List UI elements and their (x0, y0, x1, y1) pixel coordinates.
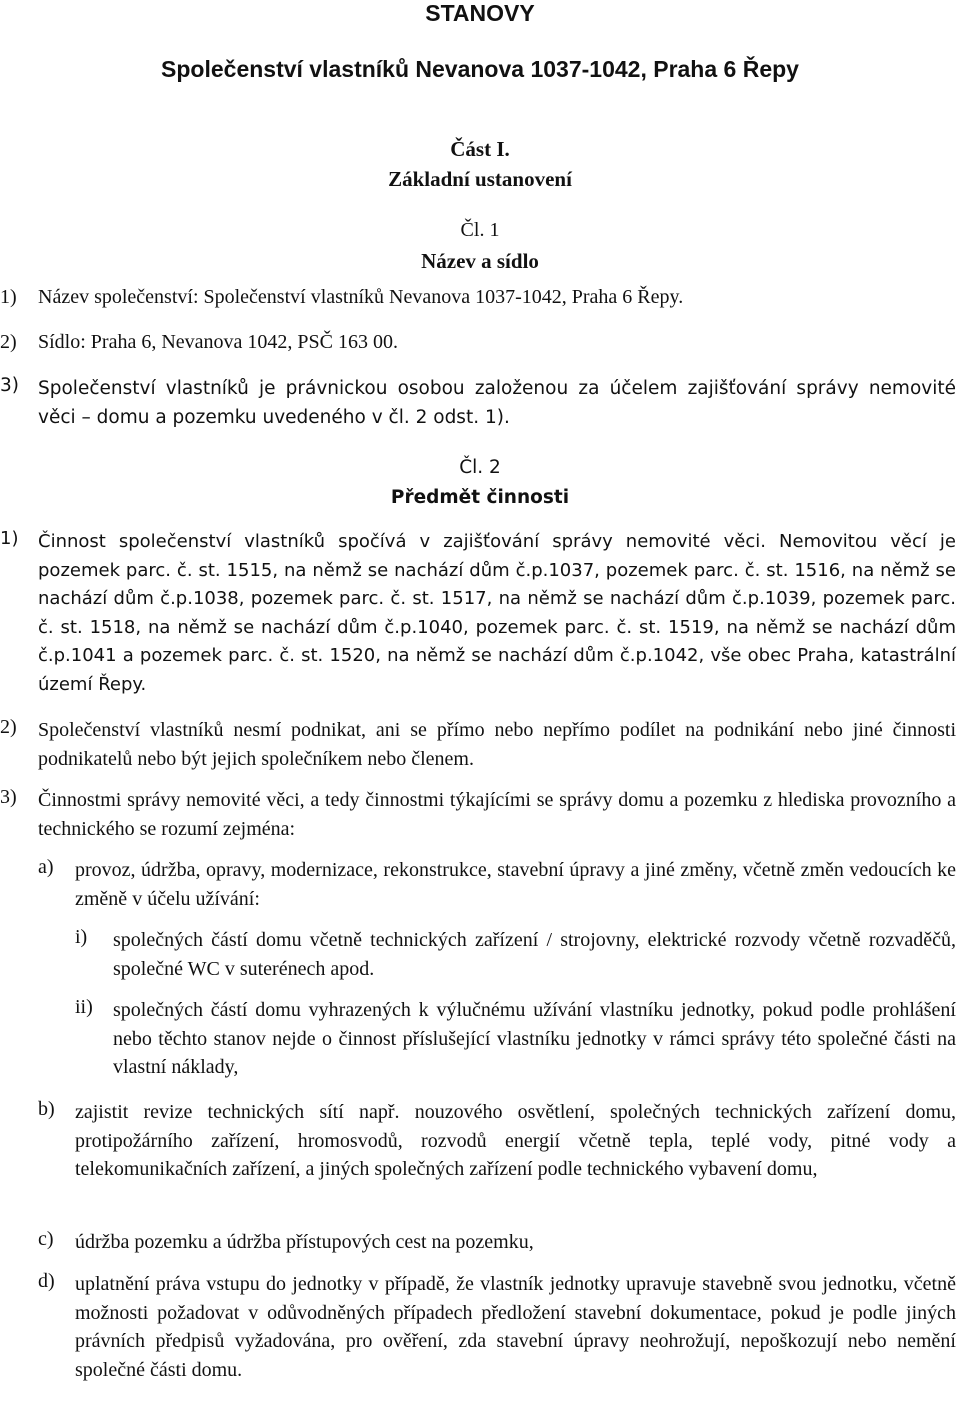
sub-i-text: společných částí domu včetně technických zařízení / strojovny, elektrické rozvody včetně rozvaděčů, společné WC v suterénech apod. (113, 929, 956, 980)
art1-number: Čl. 1 (460, 219, 500, 241)
sub-i-number: i) (75, 926, 88, 948)
sub-b-text: zajistit revize technických sítí např. nouzového osvětlení, společných technických zařízení domu, protipožárního zařízení, hromosvodů, rozvodů energií včetně tepla, teplé vody, pitné vody a telekomunikačních zařízení, a jiných společných zařízení podle technického vybavení domu, (75, 1101, 956, 1180)
part-label: Část I. (450, 137, 510, 161)
doc-subtitle: Společenství vlastníků Nevanova 1037-1042, Praha 6 Řepy (161, 56, 799, 82)
item-text: Název společenství: Společenství vlastníků Nevanova 1037-1042, Praha 6 Řepy. (38, 286, 684, 308)
art2-item-2-number: 2) (0, 716, 17, 738)
item-number: 3) (0, 375, 19, 396)
sub-d-text: uplatnění práva vstupu do jednotky v případě, že vlastník jednotky upravuje stavebně svou jednotku, včetně možnosti požadovat v odůvodněných případech předložení stavební dokumentace, pokud je podle jiných právních předpisů vyžadována, pro ověření, zda stavební úpravy neohrožují, nepoškozují nebo nemění společné části domu. (75, 1273, 956, 1381)
sub-ii-text: společných částí domu vyhrazených k výlučnému užívání vlastníku jednotky, pokud podle prohlášení nebo těchto stanov nejde o činnost příslušející vlastníku jednotky v rámci správy této společné části na vlastní náklady, (113, 999, 956, 1078)
part-title: Základní ustanovení (388, 167, 572, 191)
art2-number: Čl. 2 (459, 457, 501, 478)
art2-heading: Předmět činnosti (390, 487, 570, 508)
art1-heading: Název a sídlo (421, 249, 539, 273)
sub-ii-number: ii) (75, 996, 93, 1018)
art2-item-3-number: 3) (0, 786, 17, 808)
art2-item-2-text: Společenství vlastníků nesmí podnikat, ani se přímo nebo nepřímo podílet na podnikání nebo jiné činnosti podnikatelů nebo být jejich společníkem nebo členem. (38, 719, 956, 770)
sub-c-text: údržba pozemku a údržba přístupových cest na pozemku, (75, 1231, 534, 1253)
sub-a-text: provoz, údržba, opravy, modernizace, rekonstrukce, stavební úpravy a jiné změny, včetně změn vedoucích ke změně v účelu užívání: (75, 859, 956, 910)
doc-title: STANOVY (425, 0, 535, 26)
item-number: 1) (0, 286, 17, 308)
art2-item-1-number: 1) (0, 528, 19, 549)
sub-d-number: d) (38, 1270, 55, 1292)
sub-c-number: c) (38, 1228, 54, 1250)
art2-item-1-text: Činnost společenství vlastníků spočívá v zajišťování správy nemovité věci. Nemovitou věcí je pozemek parc. č. st. 1515, na němž se nachází dům č.p.1037, pozemek parc. č. st. 1516, na němž se nachází dům č.p.1038, pozemek parc. č. st. 1517, na němž se nachází dům č.p.1039, pozemek parc. č. st. 1518, na němž se nachází dům č.p.1040, pozemek parc. č. st. 1519, na němž se nachází dům č.p.1041 a pozemek parc. č. st. 1520, na němž se nachází dům č.p.1042, vše obec Praha, katastrální území Řepy. (38, 531, 956, 695)
art2-item-3-text: Činnostmi správy nemovité věci, a tedy činnostmi týkajícími se správy domu a pozemku z hlediska provozního a technického se rozumí zejména: (38, 789, 956, 840)
item-number: 2) (0, 331, 17, 353)
item-text: Sídlo: Praha 6, Nevanova 1042, PSČ 163 00. (38, 331, 398, 353)
sub-b-number: b) (38, 1098, 55, 1120)
item-text: Společenství vlastníků je právnickou osobou založenou za účelem zajišťování správy nemovité věci – domu a pozemku uvedeného v čl. 2 odst. 1). (38, 378, 956, 428)
sub-a-number: a) (38, 856, 54, 878)
